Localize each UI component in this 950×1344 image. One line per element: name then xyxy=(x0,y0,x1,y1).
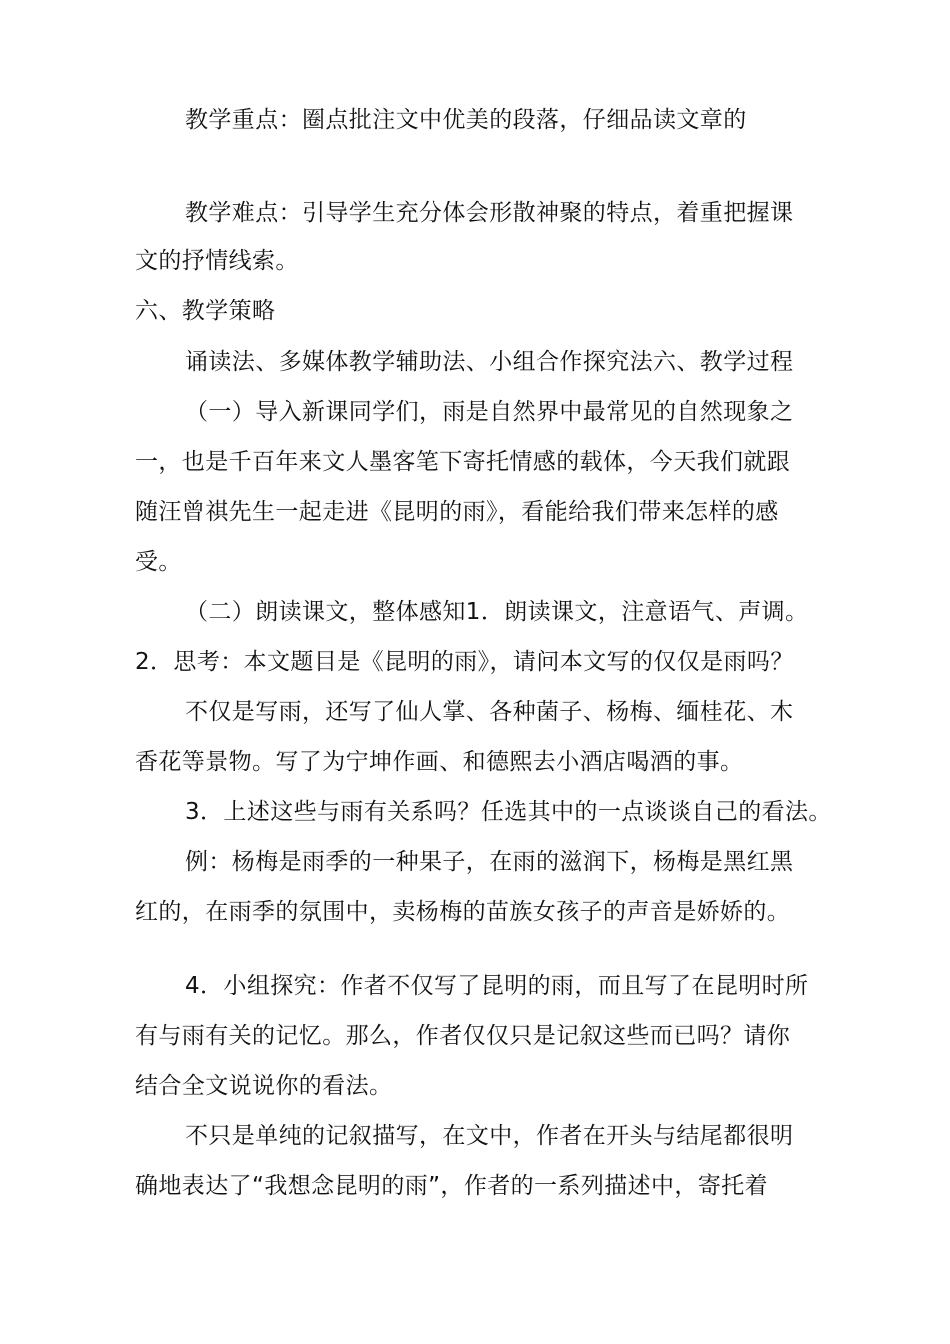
paragraph-line: 结合全文说说你的看法。 xyxy=(135,1073,393,1099)
paragraph-methods: 诵读法、多媒体教学辅助法、小组合作探究法六、教学过程 xyxy=(185,349,794,375)
paragraph-line: 一，也是千百年来文人墨客笔下寄托情感的载体，今天我们就跟 xyxy=(135,449,791,475)
paragraph-question-2: 2．思考：本文题目是《昆明的雨》，请问本文写的仅仅是雨吗？ xyxy=(135,649,794,675)
paragraph-teaching-focus: 教学重点：圈点批注文中优美的段落，仔细品读文章的 xyxy=(185,107,747,133)
paragraph-line: 确地表达了“我想念昆明的雨”，作者的一系列描述中，寄托着 xyxy=(135,1173,769,1199)
section-heading-teaching-strategy: 六、教学策略 xyxy=(135,298,276,324)
paragraph-question-4: 4．小组探究：作者不仅写了昆明的雨，而且写了在昆明时所 xyxy=(185,973,809,999)
paragraph-line: 受。 xyxy=(135,549,182,575)
paragraph-teaching-difficulty: 教学难点：引导学生充分体会形散神聚的特点，着重把握课 xyxy=(185,200,794,226)
paragraph-line: 文的抒情线索。 xyxy=(135,248,299,274)
paragraph-introduction: （一）导入新课同学们，雨是自然界中最常见的自然现象之 xyxy=(185,399,794,425)
paragraph-example: 例：杨梅是雨季的一种果子，在雨的滋润下，杨梅是黑红黑 xyxy=(185,849,794,875)
paragraph-answer-2: 不仅是写雨，还写了仙人掌、各种菌子、杨梅、缅桂花、木 xyxy=(185,699,794,725)
paragraph-line: 香花等景物。写了为宁坤作画、和德熙去小酒店喝酒的事。 xyxy=(135,749,744,775)
paragraph-reading: （二）朗读课文，整体感知1．朗读课文，注意语气、声调。 xyxy=(185,599,809,625)
paragraph-answer-4: 不只是单纯的记叙描写，在文中，作者在开头与结尾都很明 xyxy=(185,1123,794,1149)
paragraph-line: 有与雨有关的记忆。那么，作者仅仅只是记叙这些而已吗？请你 xyxy=(135,1023,791,1049)
paragraph-line: 红的，在雨季的氛围中，卖杨梅的苗族女孩子的声音是娇娇的。 xyxy=(135,899,791,925)
paragraph-question-3: 3．上述这些与雨有关系吗？任选其中的一点谈谈自己的看法。 xyxy=(185,799,832,825)
paragraph-line: 随汪曾祺先生一起走进《昆明的雨》，看能给我们带来怎样的感 xyxy=(135,499,779,525)
